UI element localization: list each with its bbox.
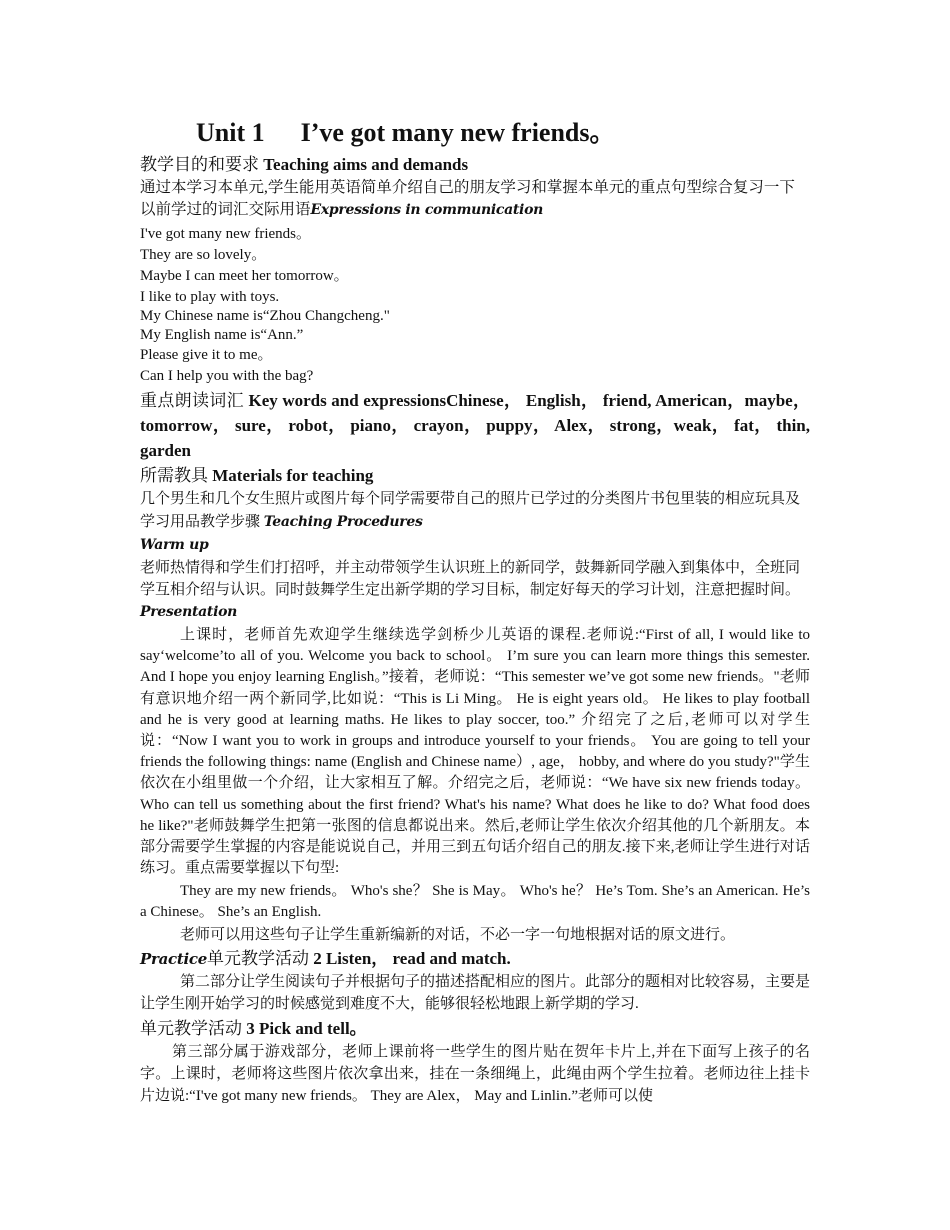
keywords-heading: 重点朗读词汇: [140, 391, 244, 410]
expressions-list: [140, 224, 810, 387]
materials-text: 几个男生和几个女生照片或图片每个同学需要带自己的照片已学过的分类图片书包里装的相应玩具及学习用品教学步骤 Teaching Procedures: [140, 491, 801, 530]
activity3-text: 第三部分属于游戏部分，老师上课前将一些学生的图片贴在贺年卡片上,并在下面写上孩子的名字。上课时，老师将这些图片依次拿出来，挂在一条细绳上，此绳由两个学生拉着。老师边往上挂卡片边说:“I've got many new friends。 They are Alex， May and Linlin.”老师可以使: [140, 1044, 810, 1105]
expressions-label: Expressions in communication: [310, 202, 543, 218]
materials-heading: 所需教具 Materials for teaching: [140, 466, 374, 485]
warmup-text: 老师热情得和学生们打招呼，并主动带领学生认识班上的新同学，鼓舞新同学融入到集体中，全班同学互相介绍与认识。同时鼓舞学生定出新学期的学习目标，制定好每天的学习计划，注意把握时间。Presentation: [140, 560, 801, 620]
list-item: Can I help you with the bag?: [140, 368, 314, 384]
practice-text: 第二部分让学生阅读句子并根据句子的描述搭配相应的图片。此部分的题相对比较容易，主要是让学生刚开始学习的时候感觉到难度不大，能够很轻松地跟上新学期的学习.: [140, 974, 811, 1013]
dialogue-sentences: They are my new friends。 Who's she？ She is May。 Who's he？ He’s Tom. She’s an American. He’s a Chinese。 She’s an English.: [140, 883, 810, 921]
unit-name: I’ve got many new friends。: [300, 118, 616, 147]
aims-heading: 教学目的和要求 Teaching aims and demands: [140, 155, 469, 174]
aims-text: 通过本学习本单元,学生能用英语简单介绍自己的朋友学习和掌握本单元的重点句型综合复习一下以前学过的词汇交际用语Expressions in communication: [140, 179, 795, 218]
procedures-label: Teaching Procedures: [263, 514, 423, 530]
unit-label: Unit 1: [196, 118, 265, 147]
keywords-section: [140, 388, 810, 463]
presentation-paragraph: 上课时，老师首先欢迎学生继续选学剑桥少儿英语的课程.老师说:“First of all, I would like to say‘welcome’to all of you. Welcome you back to school。 I’m sure you can learn more things this semester. And I hope you enjoy learning English。”接着，老师说：“This semester we’ve got some new friends。"老师有意识地介绍一两个新同学,比如说：“This is Li Ming。 He is eight years old。 He likes to play football and he is very good at learning maths. He likes to play soccer, too.” 介绍完了之后,老师可以对学生说：“Now I want you to work in groups and introduce yourself to your friends。 You are going to tell your friends the following things: name (English and Chinese name）, age， hobby, and where do you study?"学生依次在小组里做一个介绍，让大家相互了解。介绍完之后，老师说：“We have six new friends today。 Who can tell us something about the first friend? What's his name? What does he like to do? What food does he like?"老师鼓舞学生把第一张图的信息都说出来。然后,老师让学生依次介绍其他的几个新朋友。本部分需要学生掌握的内容是能说说自己，并用三到五句话介绍自己的朋友.接下来,老师让学生进行对话练习。重点需要掌握以下句型:: [140, 627, 810, 877]
document-page: [140, 112, 810, 1107]
activity3-heading: 单元教学活动 3 Pick and tell。: [140, 1019, 367, 1039]
warmup-heading: Warm up: [140, 537, 209, 553]
list-item: I've got many new friends。: [140, 226, 311, 242]
practice-heading: Practice单元教学活动 2 Listen， read and match.: [140, 949, 511, 969]
presentation-note: 老师可以用这些句子让学生重新编新的对话，不必一字一句地根据对话的原文进行。: [180, 927, 736, 944]
list-item: I like to play with toys.: [140, 289, 280, 305]
list-item: Maybe I can meet her tomorrow。: [140, 268, 349, 284]
presentation-label: Presentation: [140, 604, 238, 620]
keywords-list: Key words and expressionsChinese， English， friend, American，maybe， tomorrow， sure， robot， piano， crayon， puppy， Alex， strong，weak， fat， thin, garden: [140, 391, 811, 460]
page-title: [196, 112, 810, 149]
list-item: They are so lovely。: [140, 247, 267, 263]
list-item: My English name is“Ann.”: [140, 327, 304, 343]
list-item: My Chinese name is“Zhou Changcheng.": [140, 308, 390, 324]
list-item: Please give it to me。: [140, 347, 273, 363]
